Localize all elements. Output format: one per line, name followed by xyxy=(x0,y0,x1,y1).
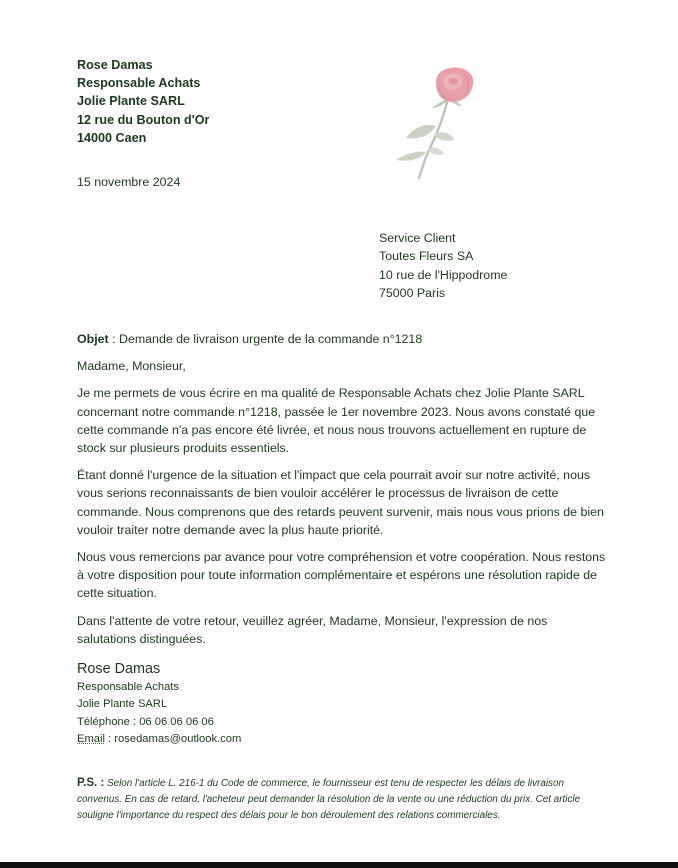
sender-title: Responsable Achats xyxy=(77,76,201,91)
signature-name: Rose Damas xyxy=(77,661,161,677)
paragraph-4: Dans l'attente de votre retour, veuillez agréer, Madame, Monsieur, l'expression de nos salutations distinguées. xyxy=(77,613,548,646)
subject-label: Objet xyxy=(77,332,109,346)
rose-icon xyxy=(392,64,482,182)
signature-title: Responsable Achats xyxy=(77,681,179,693)
signature-phone: Téléphone : 06 06 06 06 06 xyxy=(77,715,214,728)
recipient-company: Toutes Fleurs SA xyxy=(379,249,474,264)
recipient-block xyxy=(379,229,507,303)
sender-company: Jolie Plante SARL xyxy=(77,94,185,109)
bottom-edge-bar xyxy=(0,862,678,868)
letter-date: 15 novembre 2024 xyxy=(77,175,181,189)
sender-name: Rose Damas xyxy=(77,58,153,72)
subject-text: Demande de livraison urgente de la commande n°1218 xyxy=(119,332,423,346)
sender-block xyxy=(77,56,209,147)
salutation: Madame, Monsieur, xyxy=(77,359,186,374)
sender-street: 12 rue du Bouton d'Or xyxy=(77,112,210,127)
postscript-text: Selon l'article L. 216-1 du Code de commerce, le fournisseur est tenu de respecter les délais de livraison convenus. En cas de retard, l'acheteur peut demander la résolution de la vente ou une réduction du prix. Cet article souligne l'importance du respect des délais pour le bon déroulement des relations commerciales. xyxy=(77,778,581,821)
signature-company: Jolie Plante SARL xyxy=(77,698,168,711)
letter-body xyxy=(77,330,607,657)
recipient-street: 10 rue de l'Hippodrome xyxy=(379,267,508,282)
subject-line xyxy=(77,330,607,348)
signature-email-line xyxy=(77,731,241,748)
paragraph-2: Étant donné l'urgence de la situation et l'impact que cela pourrait avoir sur notre activité, nous vous serions reconnaissants de bien vouloir accélérer le processus de livraison de cette commande. Nous comprenons que des retards peuvent survenir, mais nous vous prions de bien vouloir traiter notre demande avec la plus haute priorité. xyxy=(77,468,604,537)
postscript xyxy=(77,776,602,823)
recipient-city: 75000 Paris xyxy=(379,286,446,301)
signature-email-label: Email xyxy=(77,732,105,745)
subject-separator: : xyxy=(108,332,119,346)
paragraph-3: Nous vous remercions par avance pour votre compréhension et votre coopération. Nous restons à votre disposition pour toute information complémentaire et espérons une résolution rapide de cette situation. xyxy=(77,550,606,601)
recipient-department: Service Client xyxy=(379,231,456,245)
paragraph-1: Je me permets de vous écrire en ma qualité de Responsable Achats chez Jolie Plante SARL concernant notre commande n°1218, passée le 1er novembre 2023. Nous avons constaté que cette commande n'a pas encore été livrée, et nous nous trouvons actuellement en rupture de stock sur plusieurs produits essentiels. xyxy=(77,386,596,456)
postscript-label: P.S. : xyxy=(77,777,105,789)
sender-city: 14000 Caen xyxy=(77,130,147,145)
signature-email-value: : rosedamas@outlook.com xyxy=(104,732,242,745)
signature-block xyxy=(77,659,241,748)
